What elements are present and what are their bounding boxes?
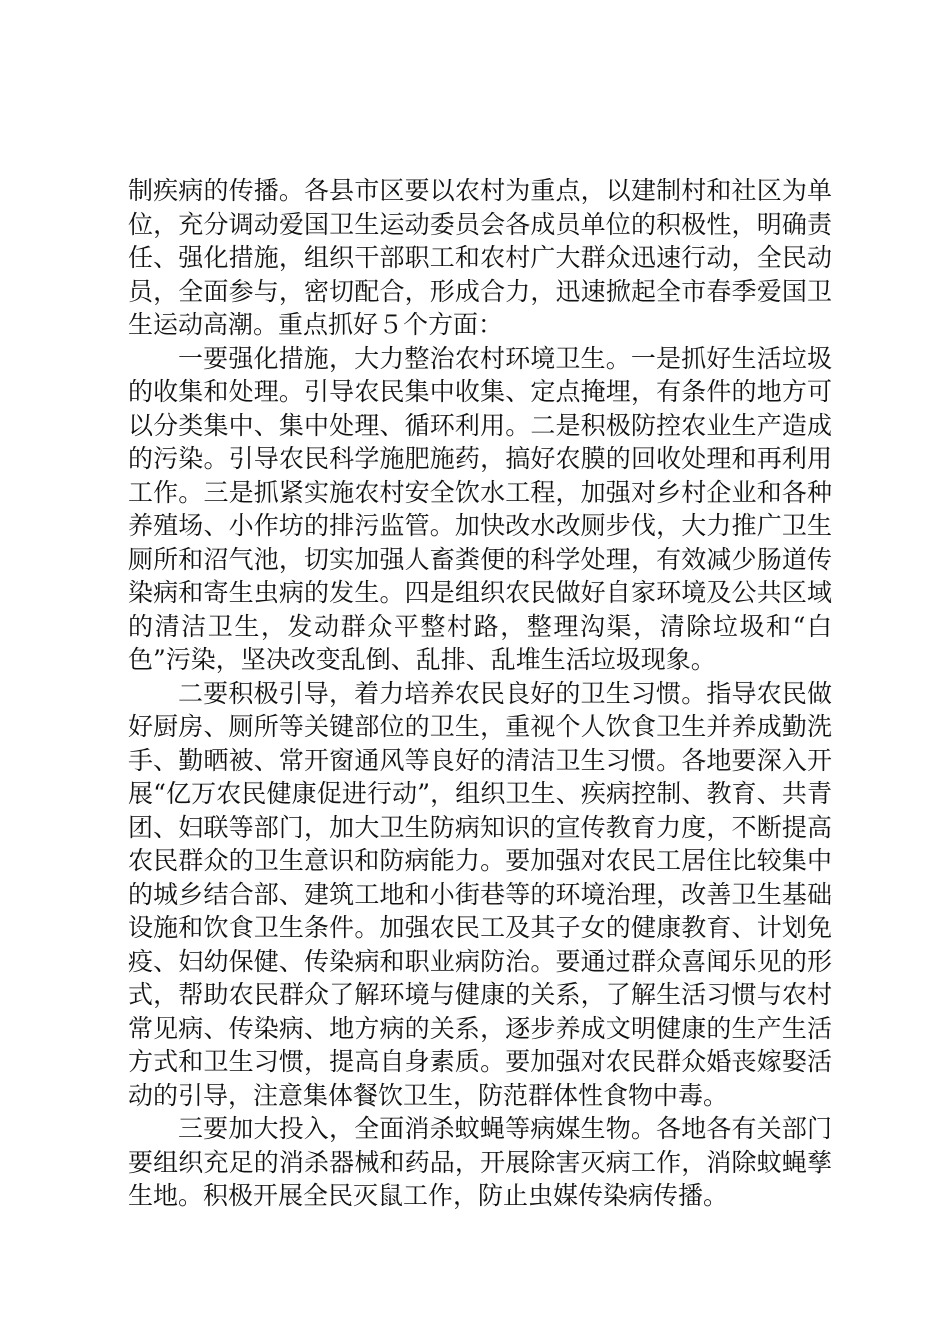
paragraph-pest-control: 三要加大投入，全面消杀蚊蝇等病媒生物。各地各有关部门要组织充足的消杀器械和药品，开展除害灭病工作，消除蚊蝇孳生地。积极开展全民灭鼠工作，防止虫媒传染病传播。 (128, 1114, 832, 1210)
paragraph-hygiene-habits: 二要积极引导，着力培养农民良好的卫生习惯。指导农民做好厨房、厕所等关键部位的卫生，重视个人饮食卫生并养成勤洗手、勤晒被、常开窗通风等良好的清洁卫生习惯。各地要深入开展“亿万农民健康促进行动”，组织卫生、疾病控制、教育、共青团、妇联等部门，加大卫生防病知识的宣传教育力度，不断提高农民群众的卫生意识和防病能力。要加强对农民工居住比较集中的城乡结合部、建筑工地和小街巷等的环境治理，改善卫生基础设施和饮食卫生条件。加强农民工及其子女的健康教育、计划免疫、妇幼保健、传染病和职业病防治。要通过群众喜闻乐见的形式，帮助农民群众了解环境与健康的关系，了解生活习惯与农村常见病、传染病、地方病的关系，逐步养成文明健康的生产生活方式和卫生习惯，提高自身素质。要加强对农民群众婚丧嫁娶活动的引导，注意集体餐饮卫生，防范群体性食物中毒。 (128, 678, 832, 1110)
paragraph-rural-environment: 一要强化措施，大力整治农村环境卫生。一是抓好生活垃圾的收集和处理。引导农民集中收集、定点掩埋，有条件的地方可以分类集中、集中处理、循环利用。二是积极防控农业生产造成的污染。引导农民科学施肥施药，搞好农膜的回收处理和再利用工作。三是抓紧实施农村安全饮水工程，加强对乡村企业和各种养殖场、小作坊的排污监管。加快改水改厕步伐，大力推广卫生厕所和沼气池，切实加强人畜粪便的科学处理，有效减少肠道传染病和寄生虫病的发生。四是组织农民做好自家环境及公共区域的清洁卫生，发动群众平整村路，整理沟渠，清除垃圾和“白色”污染，坚决改变乱倒、乱排、乱堆生活垃圾现象。 (128, 343, 832, 674)
document-page (128, 174, 832, 1213)
paragraph-continuation: 制疾病的传播。各县市区要以农村为重点，以建制村和社区为单位，充分调动爱国卫生运动委员会各成员单位的积极性，明确责任、强化措施，组织干部职工和农村广大群众迅速行动，全民动员，全面参与，密切配合，形成合力，迅速掀起全市春季爱国卫生运动高潮。重点抓好５个方面： (128, 176, 832, 339)
